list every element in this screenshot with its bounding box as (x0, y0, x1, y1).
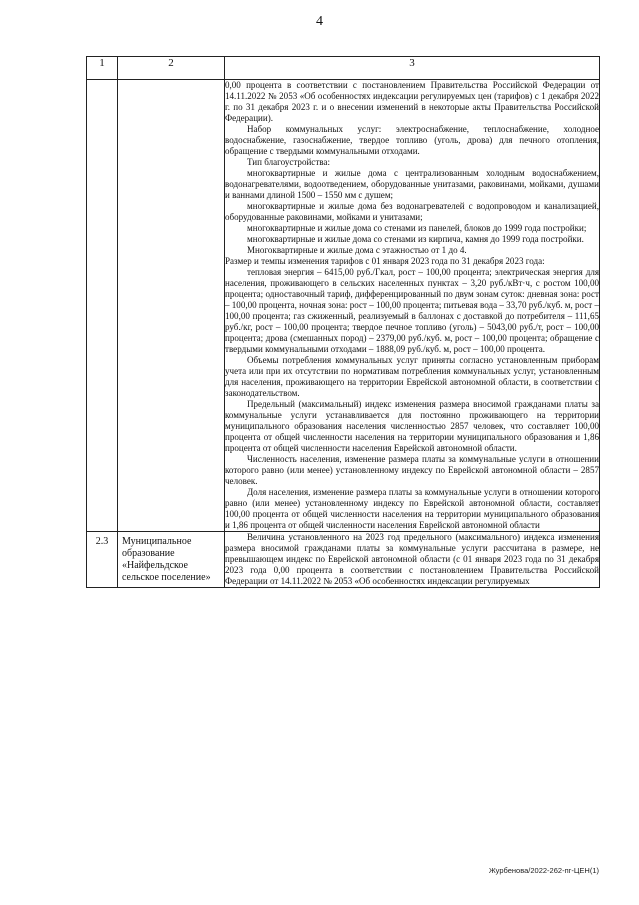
paragraph: Размер и темпы изменения тарифов с 01 января 2023 года по 31 декабря 2023 года: (225, 256, 545, 266)
header-cell-2: 2 (118, 57, 225, 80)
paragraph: Численность населения, изменение размера платы за коммунальные услуги в отношении которого равно (или менее) установленному индексу по Еврейской автономной области – 2857 человек. (225, 454, 599, 486)
paragraph: тепловая энергия – 6415,00 руб./Гкал, рост – 100,00 процента; электрическая энергия для населения, проживающего в сельских населенных пунктах – 3,20 руб./кВт·ч, с ростом 100,00 процента; одноставочный тариф, дифференцированный по двум зонам суток: дневная зона: рост – 100,00 процента, ночная зона: рост – 100,00 процента; питьевая вода – 33,70 руб./куб. м, рост – 100,00 процента; газ сжиженный, реализуемый в баллонах с доставкой до потребителя – 111,65 руб./кг, рост – 100,00 процента; твердое печное топливо (уголь) – 5043,00 руб./т, рост – 100,00 процента; дрова (смешанных пород) – 2379,00 руб./куб. м, рост – 100,00 процента; обращение с твердыми коммунальными отходами – 1888,09 руб./куб. м, рост – 100,00 процента. (225, 267, 600, 354)
table-header-row (87, 57, 600, 80)
table-row-continuation (87, 80, 600, 532)
paragraph: Многоквартирные и жилые дома с этажностью от 1 до 4. (247, 245, 467, 255)
row-number-cell: 2.3 (87, 532, 118, 588)
paragraph: Предельный (максимальный) индекс изменения размера вносимой гражданами платы за коммунальные услуги устанавливается для постоянно проживающего на территории муниципального образования населения численностью 2857 человек, что составляет 100,00 процента от общей численности населения на территории муниципального образования и 1,86 процента от общей численности населения Еврейской автономной области. (225, 399, 599, 453)
description-paragraphs (225, 80, 599, 531)
paragraph: многоквартирные и жилые дома с централизованным холодным водоснабжением, водонагревателями, водоотведением, оборудованные унитазами, раковинами, мойками, душами и ваннами длиной 1500 – 1550 мм с душем; (225, 168, 599, 200)
paragraph: многоквартирные и жилые дома без водонагревателей с водопроводом и канализацией, оборудованные раковинами, мойками и унитазами; (225, 201, 599, 222)
header-cell-3: 3 (225, 57, 600, 80)
paragraph: Доля населения, изменение размера платы за коммунальные услуги в отношении которого равно (или менее) установленному индексу по Еврейской автономной области, составляет 100,00 процента от общей численности населения на территории муниципального образования и 1,86 процента от общей численности населения Еврейской автономной области (225, 487, 599, 530)
page-number: 4 (316, 14, 323, 29)
paragraph: Объемы потребления коммунальных услуг приняты согласно установленным приборам учета или при их отсутствии по нормативам потребления коммунальных услуг, установленным для населения, проживающего на территории Еврейской автономной области, в соответствии с законодательством. (225, 355, 599, 398)
header-cell-1: 1 (87, 57, 118, 80)
paragraph: Величина установленного на 2023 год предельного (максимального) индекса изменения размера вносимой гражданами платы за коммунальные услуги рассчитана в размере, не превышающем индекс по Еврейской автономной области (с 01 января 2023 года по 31 декабря 2023 года 0,00 процента в соответствии с постановлением Правительства Российской Федерации от 14.11.2022 № 2053 «Об особенностях индексации регулируемых (225, 532, 599, 586)
paragraph: Тип благоустройства: (247, 157, 330, 167)
description-paragraphs (225, 532, 599, 587)
paragraph: 0,00 процента в соответствии с постановлением Правительства Российской Федерации от 14.11.2022 № 2053 «Об особенностях индексации регулируемых цен (тарифов) с 1 декабря 2022 г. по 31 декабря 2023 г. и о внесении изменений в некоторые акты Правительства Российской Федерации). (225, 80, 599, 123)
document-reference: Журбенова/2022-262-пг-ЦЕН(1) (488, 866, 599, 875)
tariff-table (86, 56, 600, 588)
paragraph: многоквартирные и жилые дома со стенами из панелей, блоков до 1999 года постройки; (247, 223, 587, 233)
description-cell (225, 532, 600, 588)
row-number-cell (87, 80, 118, 532)
municipality-name: Муниципальное образование «Найфельдское сельское поселение» (118, 532, 225, 588)
paragraph: многоквартирные и жилые дома со стенами из кирпича, камня до 1999 года постройки. (247, 234, 584, 244)
table-row-2-3 (87, 532, 600, 588)
paragraph: Набор коммунальных услуг: электроснабжение, теплоснабжение, холодное водоснабжение, газоснабжение, твердое топливо (уголь, дрова) для печного отопления, обращение с твердыми коммунальными отходами. (225, 124, 599, 156)
description-cell (225, 80, 600, 532)
municipality-cell (118, 80, 225, 532)
